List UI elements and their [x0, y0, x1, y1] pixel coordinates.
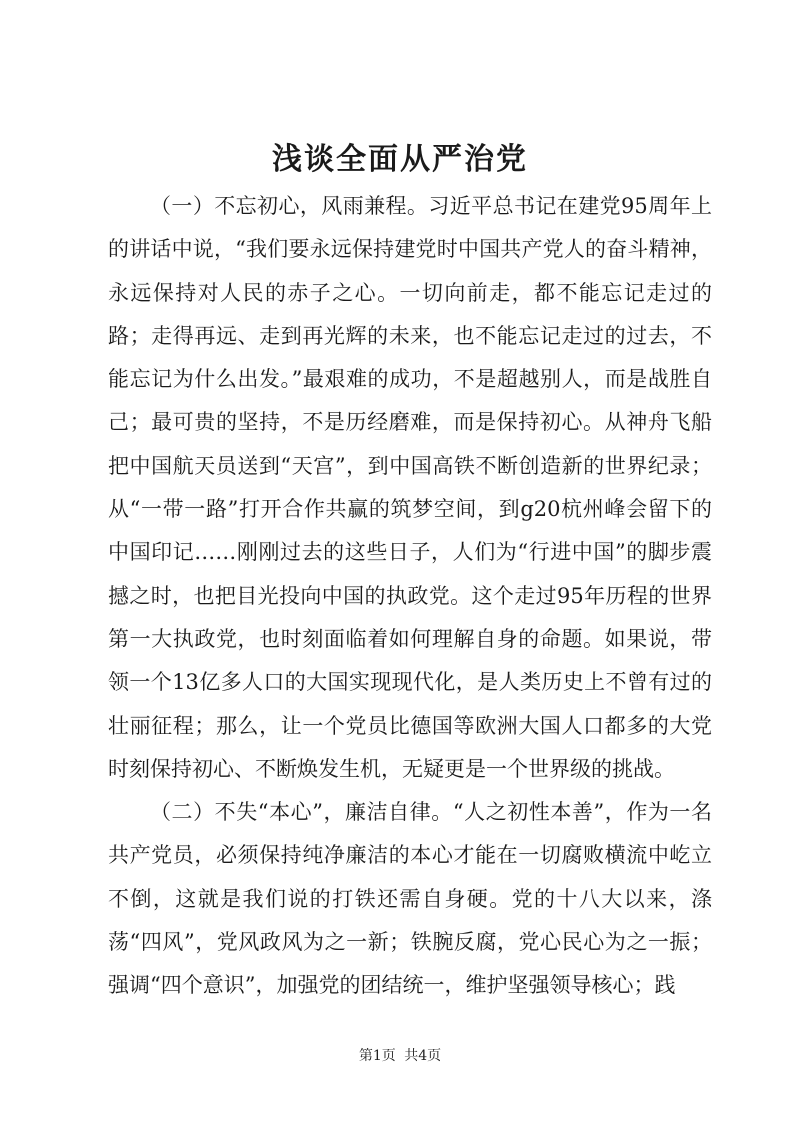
- document-body: [108, 185, 712, 1008]
- page-footer: [0, 1046, 800, 1066]
- paragraph-2: （二）不失“本心”，廉洁自律。“人之初性本善”，作为一名共产党员，必须保持纯净廉洁的本心才能在一切腐败横流中屹立不倒，这就是我们说的打铁还需自身硬。党的十八大以来，涤荡“四风”，党风政风为之一新；铁腕反腐，党心民心为之一振；强调“四个意识”，加强党的团结统一，维护坚强领导核心；践: [108, 800, 712, 998]
- page-total: 共4页: [404, 1048, 442, 1064]
- paragraph-1: （一）不忘初心，风雨兼程。习近平总书记在建党95周年上的讲话中说，“我们要永远保持建党时中国共产党人的奋斗精神，永远保持对人民的赤子之心。一切向前走，都不能忘记走过的路；走得再远、走到再光辉的未来，也不能忘记走过的过去，不能忘记为什么出发。”最艰难的成功，不是超越别人，而是战胜自己；最可贵的坚持，不是历经磨难，而是保持初心。从神舟飞船把中国航天员送到“天宫”，到中国高铁不断创造新的世界纪录；从“一带一路”打开合作共赢的筑梦空间，到g20杭州峰会留下的中国印记……刚刚过去的这些日子，人们为“行进中国”的脚步震撼之时，也把目光投向中国的执政党。这个走过95年历程的世界第一大执政党，也时刻面临着如何理解自身的命题。如果说，带领一个13亿多人口的大国实现现代化，是人类历史上不曾有过的壮丽征程；那么，让一个党员比德国等欧洲大国人口都多的大党时刻保持初心、不断焕发生机，无疑更是一个世界级的挑战。: [108, 194, 712, 781]
- document-title: 浅谈全面从严治党: [272, 142, 528, 177]
- page-number: 第1页: [358, 1048, 396, 1064]
